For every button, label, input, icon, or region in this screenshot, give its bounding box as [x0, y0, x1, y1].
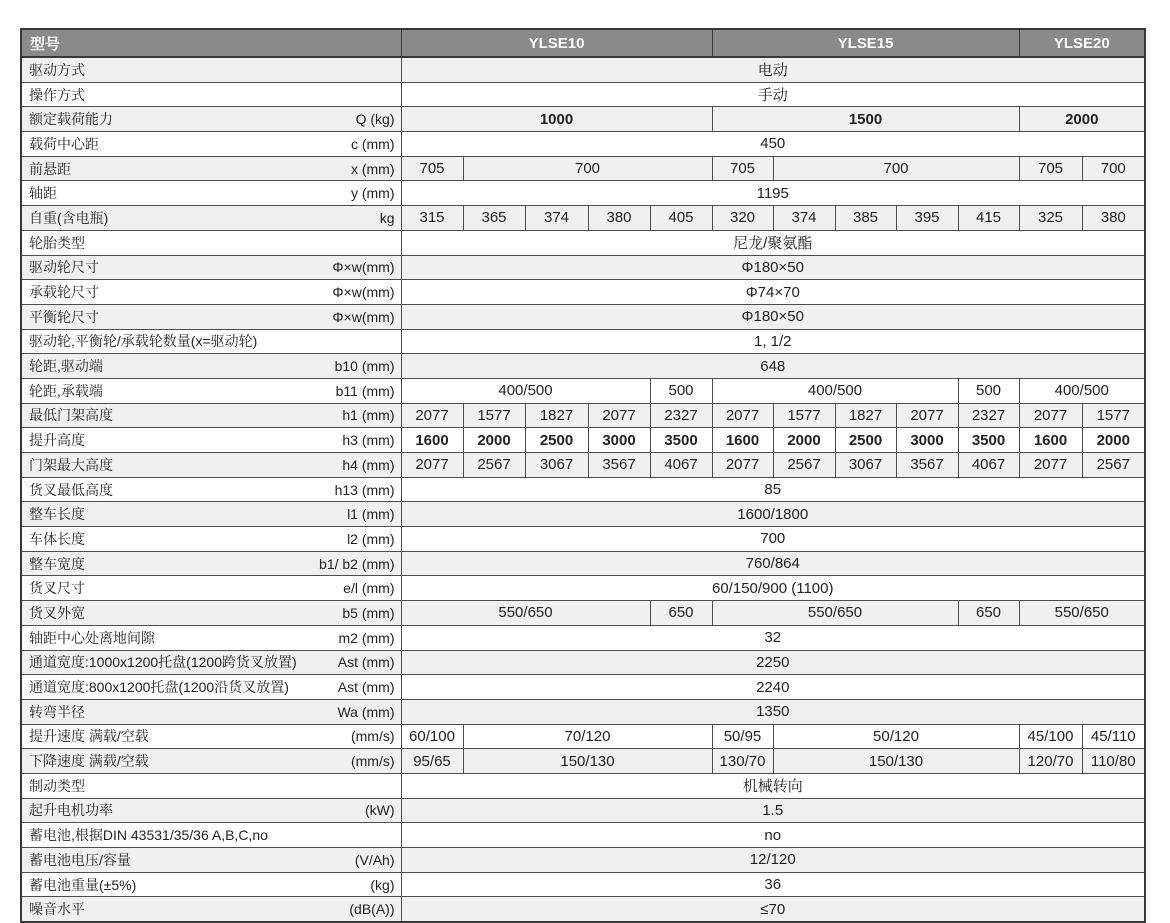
spec-row-label: [21, 107, 401, 132]
spec-value-cell: 705: [1019, 156, 1082, 181]
spec-value-cell: 50/95: [712, 724, 773, 749]
model-ylse10-header: YLSE10: [401, 29, 712, 57]
spec-label-text: 自重(含电瓶): [29, 209, 109, 226]
spec-symbol-text: (mm/s): [350, 753, 395, 770]
spec-row-label: [21, 625, 401, 650]
spec-symbol-text: (kg): [370, 876, 395, 893]
spec-label-text: 通道宽度:1000x1200托盘(1200跨货叉放置): [29, 654, 297, 671]
spec-value-cell: 3567: [588, 453, 650, 478]
spec-symbol-text: Q (kg): [355, 111, 395, 128]
spec-value-cell: 2327: [650, 403, 712, 428]
spec-symbol-text: (mm/s): [350, 728, 395, 745]
spec-row-label: [21, 749, 401, 774]
spec-value-cell: 2077: [1019, 453, 1082, 478]
spec-label-text: 蓄电池重量(±5%): [29, 876, 137, 893]
spec-value-cell: 85: [401, 477, 1145, 502]
spec-row: [21, 477, 1145, 502]
spec-row: [21, 699, 1145, 724]
spec-row-label: [21, 798, 401, 823]
spec-row: [21, 428, 1145, 453]
spec-value-cell: 1827: [525, 403, 588, 428]
spec-value-cell: 700: [773, 156, 1019, 181]
spec-symbol-text: l1 (mm): [347, 506, 395, 523]
spec-row-label: [21, 82, 401, 107]
spec-symbol-text: (kW): [364, 802, 395, 819]
spec-row: [21, 329, 1145, 354]
spec-symbol-text: b10 (mm): [334, 358, 395, 375]
spec-row-label: [21, 675, 401, 700]
model-column-header: 型号: [21, 29, 401, 57]
spec-value-cell: 550/650: [401, 601, 650, 626]
spec-row: [21, 206, 1145, 231]
spec-symbol-text: h4 (mm): [342, 456, 395, 473]
spec-value-cell: 2077: [712, 453, 773, 478]
spec-label-text: 轴距中心处离地间隙: [29, 629, 155, 646]
spec-value-cell: ≤70: [401, 897, 1145, 922]
spec-value-cell: 1577: [1082, 403, 1145, 428]
spec-value-cell: 36: [401, 872, 1145, 897]
spec-symbol-text: l2 (mm): [347, 530, 395, 547]
spec-row-label: [21, 897, 401, 922]
spec-value-cell: 1600: [401, 428, 463, 453]
spec-symbol-text: Φ×w(mm): [332, 284, 395, 301]
spec-value-cell: 2077: [401, 403, 463, 428]
spec-symbol-text: h13 (mm): [334, 481, 395, 498]
spec-label-text: 载荷中心距: [29, 135, 99, 152]
spec-row: [21, 280, 1145, 305]
spec-row-label: [21, 156, 401, 181]
spec-value-cell: 1.5: [401, 798, 1145, 823]
spec-symbol-text: b5 (mm): [342, 604, 395, 621]
spec-row: [21, 551, 1145, 576]
spec-row-label: [21, 724, 401, 749]
spec-label-text: 驱动方式: [29, 61, 85, 78]
spec-label-text: 提升高度: [29, 432, 85, 449]
spec-value-cell: 2250: [401, 650, 1145, 675]
spec-value-cell: 374: [773, 206, 835, 231]
spec-symbol-text: Φ×w(mm): [332, 259, 395, 276]
spec-row: [21, 576, 1145, 601]
spec-value-cell: 电动: [401, 57, 1145, 82]
spec-value-cell: 1600: [712, 428, 773, 453]
spec-row-label: [21, 428, 401, 453]
spec-value-cell: 尼龙/聚氨酯: [401, 230, 1145, 255]
spec-row: [21, 57, 1145, 82]
spec-row: [21, 181, 1145, 206]
spec-value-cell: 395: [896, 206, 958, 231]
spec-symbol-text: b11 (mm): [335, 382, 395, 399]
spec-value-cell: 400/500: [712, 378, 958, 403]
spec-row: [21, 823, 1145, 848]
spec-row: [21, 527, 1145, 552]
spec-label-text: 转弯半径: [29, 703, 85, 720]
spec-value-cell: 700: [1082, 156, 1145, 181]
spec-value-cell: 500: [650, 378, 712, 403]
spec-symbol-text: (V/Ah): [354, 851, 395, 868]
spec-symbol-text: (dB(A)): [349, 901, 395, 918]
spec-row-label: [21, 206, 401, 231]
spec-row: [21, 897, 1145, 922]
spec-row-label: [21, 304, 401, 329]
spec-row-label: [21, 453, 401, 478]
spec-value-cell: 1500: [712, 107, 1019, 132]
spec-value-cell: 机械转向: [401, 773, 1145, 798]
spec-value-cell: 760/864: [401, 551, 1145, 576]
spec-label-text: 整车长度: [29, 506, 85, 523]
spec-value-cell: 130/70: [712, 749, 773, 774]
spec-row-label: [21, 502, 401, 527]
spec-value-cell: 3567: [896, 453, 958, 478]
spec-value-cell: 500: [958, 378, 1019, 403]
spec-value-cell: 45/100: [1019, 724, 1082, 749]
spec-value-cell: 2077: [401, 453, 463, 478]
spec-row-label: [21, 576, 401, 601]
spec-value-cell: 2077: [896, 403, 958, 428]
spec-label-text: 整车宽度: [29, 555, 85, 572]
spec-value-cell: 50/120: [773, 724, 1019, 749]
spec-value-cell: 380: [1082, 206, 1145, 231]
spec-symbol-text: y (mm): [350, 185, 395, 202]
spec-row-label: [21, 230, 401, 255]
spec-value-cell: 550/650: [1019, 601, 1145, 626]
spec-symbol-text: Wa (mm): [337, 703, 395, 720]
spec-value-cell: 3000: [896, 428, 958, 453]
spec-label-text: 起升电机功率: [29, 802, 113, 819]
spec-value-cell: 12/120: [401, 848, 1145, 873]
spec-value-cell: 2000: [463, 428, 525, 453]
spec-value-cell: 2000: [773, 428, 835, 453]
spec-row: [21, 798, 1145, 823]
spec-value-cell: 2000: [1019, 107, 1145, 132]
spec-value-cell: Φ180×50: [401, 255, 1145, 280]
spec-value-cell: 1, 1/2: [401, 329, 1145, 354]
spec-row-label: [21, 280, 401, 305]
spec-value-cell: 2567: [773, 453, 835, 478]
spec-value-cell: 405: [650, 206, 712, 231]
spec-value-cell: 325: [1019, 206, 1082, 231]
spec-symbol-text: h3 (mm): [342, 432, 395, 449]
spec-row-label: [21, 132, 401, 157]
spec-value-cell: 648: [401, 354, 1145, 379]
spec-row-label: [21, 872, 401, 897]
spec-value-cell: 2000: [1082, 428, 1145, 453]
spec-row: [21, 749, 1145, 774]
spec-value-cell: 2500: [835, 428, 896, 453]
spec-value-cell: 3500: [958, 428, 1019, 453]
spec-value-cell: 1600/1800: [401, 502, 1145, 527]
spec-row-label: [21, 823, 401, 848]
spec-value-cell: 150/130: [773, 749, 1019, 774]
spec-symbol-text: Ast (mm): [337, 679, 395, 696]
spec-row: [21, 502, 1145, 527]
spec-label-text: 前悬距: [29, 160, 71, 177]
spec-symbol-text: h1 (mm): [342, 407, 395, 424]
spec-value-cell: 3500: [650, 428, 712, 453]
spec-value-cell: 4067: [958, 453, 1019, 478]
spec-symbol-text: x (mm): [350, 160, 395, 177]
spec-value-cell: 2327: [958, 403, 1019, 428]
spec-row-label: [21, 699, 401, 724]
spec-value-cell: 1600: [1019, 428, 1082, 453]
spec-row-label: [21, 181, 401, 206]
spec-table-header: [21, 29, 1145, 57]
spec-label-text: 驱动轮,平衡轮/承载轮数量(x=驱动轮): [29, 333, 258, 350]
spec-label-text: 承载轮尺寸: [29, 284, 99, 301]
spec-value-cell: 2240: [401, 675, 1145, 700]
spec-symbol-text: e/l (mm): [343, 580, 395, 597]
model-ylse15-header: YLSE15: [712, 29, 1019, 57]
spec-value-cell: Φ180×50: [401, 304, 1145, 329]
spec-row: [21, 773, 1145, 798]
spec-value-cell: 400/500: [1019, 378, 1145, 403]
spec-value-cell: 手动: [401, 82, 1145, 107]
spec-value-cell: 1350: [401, 699, 1145, 724]
spec-symbol-text: m2 (mm): [338, 629, 395, 646]
spec-row-label: [21, 650, 401, 675]
spec-row-label: [21, 527, 401, 552]
spec-value-cell: 1000: [401, 107, 712, 132]
spec-row-label: [21, 848, 401, 873]
spec-value-cell: 705: [712, 156, 773, 181]
spec-row: [21, 848, 1145, 873]
spec-label-text: 最低门架高度: [29, 407, 113, 424]
spec-table-body: [21, 57, 1145, 922]
spec-row-label: [21, 773, 401, 798]
spec-value-cell: 1577: [773, 403, 835, 428]
spec-row: [21, 872, 1145, 897]
spec-value-cell: 3000: [588, 428, 650, 453]
spec-value-cell: 60/150/900 (1100): [401, 576, 1145, 601]
spec-value-cell: 1827: [835, 403, 896, 428]
spec-row: [21, 601, 1145, 626]
spec-label-text: 车体长度: [29, 530, 85, 547]
spec-value-cell: no: [401, 823, 1145, 848]
spec-row: [21, 132, 1145, 157]
spec-value-cell: 120/70: [1019, 749, 1082, 774]
spec-row-label: [21, 354, 401, 379]
spec-value-cell: 2500: [525, 428, 588, 453]
spec-label-text: 货叉外宽: [29, 604, 85, 621]
header-row: [21, 29, 1145, 57]
spec-value-cell: 700: [401, 527, 1145, 552]
spec-value-cell: 32: [401, 625, 1145, 650]
spec-label-text: 货叉最低高度: [29, 481, 113, 498]
spec-row: [21, 354, 1145, 379]
spec-row: [21, 724, 1145, 749]
spec-value-cell: 450: [401, 132, 1145, 157]
spec-row: [21, 650, 1145, 675]
spec-value-cell: 374: [525, 206, 588, 231]
spec-row: [21, 230, 1145, 255]
spec-label-text: 轴距: [29, 185, 57, 202]
spec-value-cell: 385: [835, 206, 896, 231]
spec-value-cell: 95/65: [401, 749, 463, 774]
spec-row-label: [21, 601, 401, 626]
spec-label-text: 驱动轮尺寸: [29, 259, 99, 276]
spec-value-cell: 650: [650, 601, 712, 626]
spec-row-label: [21, 477, 401, 502]
spec-symbol-text: Ast (mm): [337, 654, 395, 671]
spec-value-cell: 1577: [463, 403, 525, 428]
spec-label-text: 轮距,驱动端: [29, 358, 103, 375]
spec-row: [21, 82, 1145, 107]
spec-label-text: 蓄电池电压/容量: [29, 851, 131, 868]
spec-value-cell: 380: [588, 206, 650, 231]
model-ylse20-header: YLSE20: [1019, 29, 1145, 57]
spec-row: [21, 107, 1145, 132]
spec-row-label: [21, 329, 401, 354]
spec-value-cell: 2077: [712, 403, 773, 428]
spec-value-cell: 70/120: [463, 724, 712, 749]
spec-value-cell: 45/110: [1082, 724, 1145, 749]
spec-row: [21, 378, 1145, 403]
spec-row-label: [21, 403, 401, 428]
spec-row: [21, 403, 1145, 428]
spec-symbol-text: c (mm): [350, 135, 395, 152]
spec-value-cell: 3067: [835, 453, 896, 478]
spec-row: [21, 625, 1145, 650]
spec-label-text: 制动类型: [29, 777, 85, 794]
spec-value-cell: 1195: [401, 181, 1145, 206]
spec-value-cell: 2077: [1019, 403, 1082, 428]
spec-value-cell: 150/130: [463, 749, 712, 774]
spec-value-cell: 60/100: [401, 724, 463, 749]
spec-value-cell: 110/80: [1082, 749, 1145, 774]
spec-value-cell: 2567: [463, 453, 525, 478]
spec-value-cell: 400/500: [401, 378, 650, 403]
spec-label-text: 平衡轮尺寸: [29, 308, 99, 325]
spec-label-text: 操作方式: [29, 86, 85, 103]
spec-row: [21, 156, 1145, 181]
spec-symbol-text: Φ×w(mm): [332, 308, 395, 325]
spec-row: [21, 453, 1145, 478]
spec-row: [21, 255, 1145, 280]
spec-label-text: 提升速度 满载/空载: [29, 728, 149, 745]
spec-value-cell: 705: [401, 156, 463, 181]
spec-label-text: 轮距,承载端: [29, 382, 103, 399]
spec-label-text: 下降速度 满载/空载: [29, 753, 149, 770]
spec-row-label: [21, 378, 401, 403]
spec-value-cell: 320: [712, 206, 773, 231]
spec-value-cell: 2077: [588, 403, 650, 428]
spec-symbol-text: kg: [379, 209, 395, 226]
spec-label-text: 噪音水平: [29, 901, 85, 918]
spec-value-cell: Φ74×70: [401, 280, 1145, 305]
spec-value-cell: 550/650: [712, 601, 958, 626]
spec-row-label: [21, 255, 401, 280]
spec-row: [21, 304, 1145, 329]
spec-value-cell: 700: [463, 156, 712, 181]
spec-value-cell: 365: [463, 206, 525, 231]
spec-label-text: 额定载荷能力: [29, 111, 113, 128]
spec-value-cell: 315: [401, 206, 463, 231]
spec-label-text: 通道宽度:800x1200托盘(1200沿货叉放置): [29, 679, 289, 696]
spec-value-cell: 415: [958, 206, 1019, 231]
spec-value-cell: 4067: [650, 453, 712, 478]
spec-row-label: [21, 551, 401, 576]
spec-label-text: 门架最大高度: [29, 456, 113, 473]
spec-table: [20, 28, 1146, 923]
spec-symbol-text: b1/ b2 (mm): [319, 555, 395, 572]
spec-label-text: 轮胎类型: [29, 234, 85, 251]
spec-row: [21, 675, 1145, 700]
spec-label-text: 蓄电池,根据DIN 43531/35/36 A,B,C,no: [29, 827, 268, 844]
spec-value-cell: 2567: [1082, 453, 1145, 478]
spec-value-cell: 650: [958, 601, 1019, 626]
spec-value-cell: 3067: [525, 453, 588, 478]
spec-label-text: 货叉尺寸: [29, 580, 85, 597]
spec-row-label: [21, 57, 401, 82]
